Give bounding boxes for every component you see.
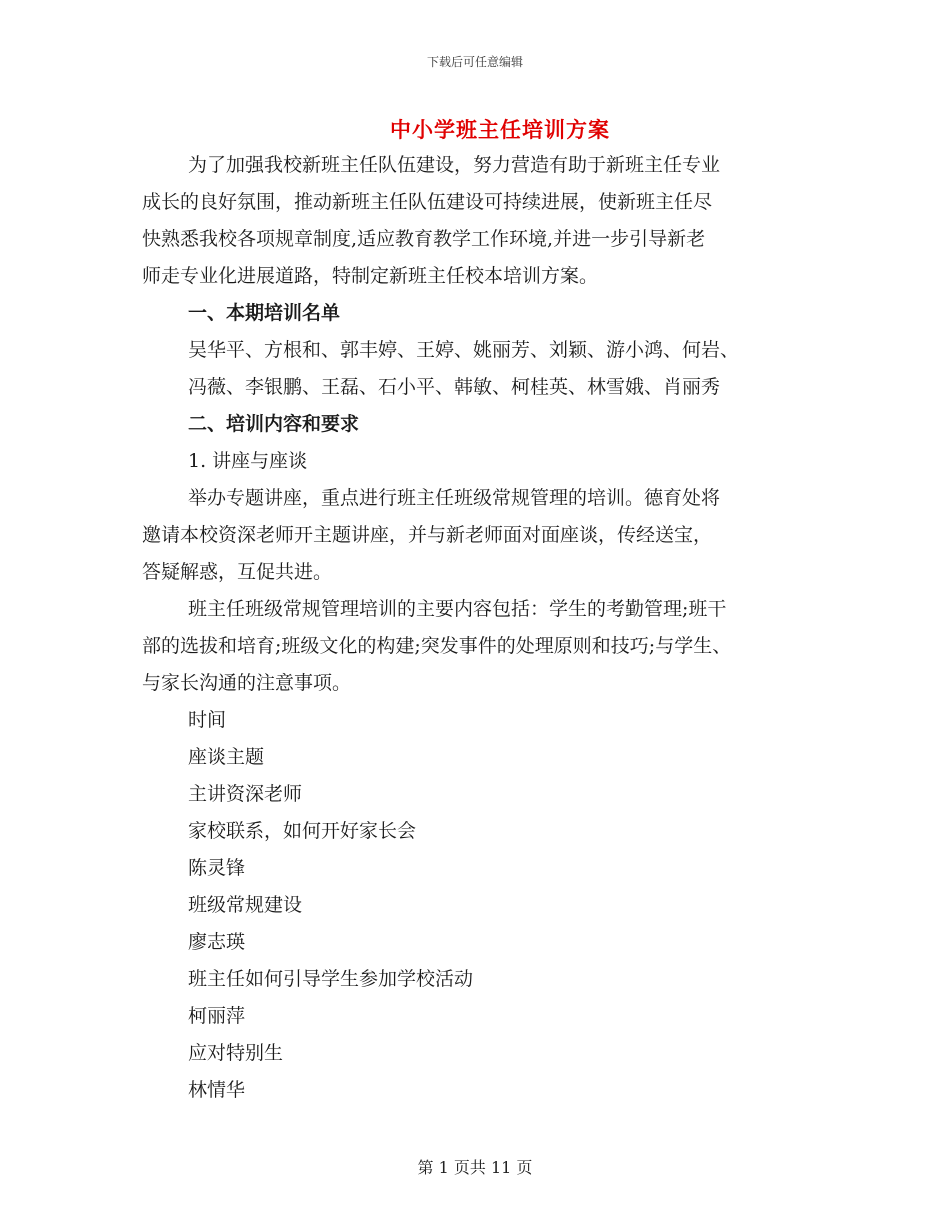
lecture-paragraph-line: 答疑解惑，互促共进。 xyxy=(142,561,333,583)
schedule-speaker: 林情华 xyxy=(188,1079,246,1101)
schedule-header-topic: 座谈主题 xyxy=(188,746,265,768)
schedule-header-time: 时间 xyxy=(188,709,227,731)
intro-paragraph-line: 师走专业化进展道路，特制定新班主任校本培训方案。 xyxy=(142,265,599,287)
content-paragraph-line: 班主任班级常规管理培训的主要内容包括：学生的考勤管理;班干 xyxy=(188,598,727,620)
schedule-speaker: 廖志瑛 xyxy=(188,931,246,953)
intro-paragraph-line: 为了加强我校新班主任队伍建设，努力营造有助于新班主任专业 xyxy=(188,154,721,176)
trainee-names-line: 冯薇、李银鹏、王磊、石小平、韩敏、柯桂英、林雪娥、肖丽秀 xyxy=(188,376,721,398)
intro-paragraph-line: 快熟悉我校各项规章制度,适应教育教学工作环境,并进一步引导新老 xyxy=(142,228,706,250)
schedule-topic: 应对特别生 xyxy=(188,1042,284,1064)
schedule-speaker: 柯丽萍 xyxy=(188,1005,246,1027)
schedule-speaker: 陈灵锋 xyxy=(188,857,246,879)
document-title: 中小学班主任培训方案 xyxy=(390,117,610,142)
schedule-topic: 家校联系，如何开好家长会 xyxy=(188,820,417,842)
section-heading-content: 二、培训内容和要求 xyxy=(188,413,360,435)
section-heading-trainee-list: 一、本期培训名单 xyxy=(188,302,341,324)
lecture-paragraph-line: 举办专题讲座，重点进行班主任班级常规管理的培训。德育处将 xyxy=(188,487,721,509)
content-paragraph-line: 与家长沟通的注意事项。 xyxy=(142,672,352,694)
trainee-names-line: 吴华平、方根和、郭丰婷、王婷、姚丽芳、刘颖、游小鸿、何岩、 xyxy=(188,339,740,361)
page-header-note: 下载后可任意编辑 xyxy=(426,55,523,69)
schedule-topic: 班级常规建设 xyxy=(188,894,303,916)
schedule-header-speaker: 主讲资深老师 xyxy=(188,783,303,805)
lecture-paragraph-line: 邀请本校资深老师开主题讲座，并与新老师面对面座谈，传经送宝， xyxy=(142,524,713,546)
content-paragraph-line: 部的选拔和培育;班级文化的构建;突发事件的处理原则和技巧;与学生、 xyxy=(142,635,732,657)
subsection-heading-lecture: 1. 讲座与座谈 xyxy=(188,450,308,472)
page-footer-page-number: 第 1 页共 11 页 xyxy=(417,1158,533,1177)
intro-paragraph-line: 成长的良好氛围，推动新班主任队伍建设可持续进展，使新班主任尽 xyxy=(142,191,713,213)
schedule-topic: 班主任如何引导学生参加学校活动 xyxy=(188,968,474,990)
document-body xyxy=(142,147,822,1109)
